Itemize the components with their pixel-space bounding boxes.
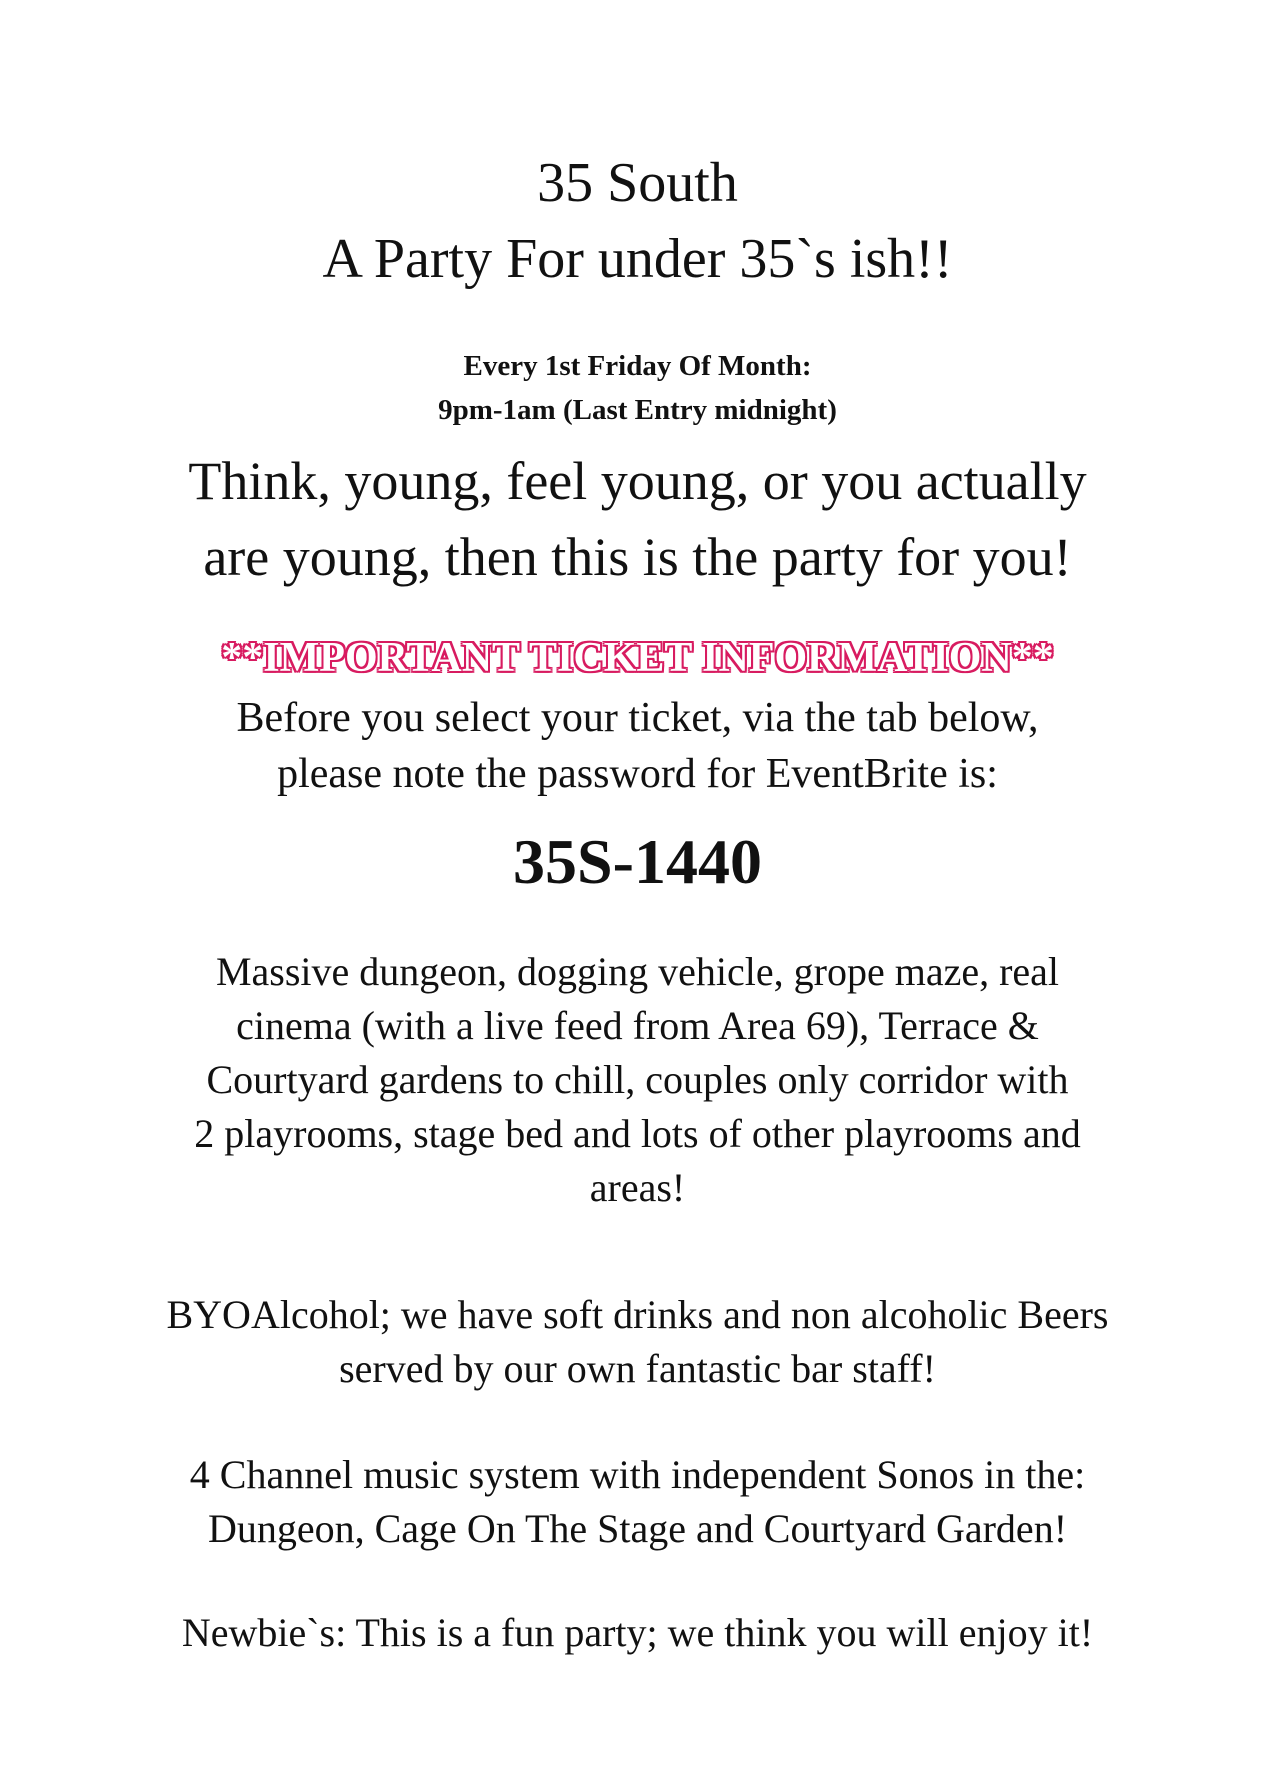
- ticket-info-note: [0, 690, 1275, 802]
- schedule-frequency: Every 1st Friday Of Month:: [463, 350, 812, 382]
- ticket-info-heading-text: **IMPORTANT TICKET INFORMATION**: [221, 635, 1054, 681]
- drinks-line-1: BYOAlcohol; we have soft drinks and non alcoholic Beers: [166, 1292, 1109, 1337]
- eventbrite-password: [0, 822, 1275, 902]
- music-info: [0, 1448, 1275, 1556]
- venue-features: [0, 945, 1275, 1215]
- music-line-2: Dungeon, Cage On The Stage and Courtyard Garden!: [207, 1506, 1068, 1551]
- ticket-info-heading: [0, 630, 1275, 686]
- event-title: [0, 145, 1275, 297]
- event-tagline: [0, 443, 1275, 595]
- password-value: 35S-1440: [513, 826, 762, 897]
- tagline-line-1: Think, young, feel young, or you actually: [188, 451, 1087, 511]
- newbies-line-1: Newbie`s: This is a fun party; we think you will enjoy it!: [181, 1610, 1094, 1655]
- features-line-5: areas!: [589, 1165, 686, 1210]
- event-subtitle: A Party For under 35`s ish!!: [322, 228, 953, 290]
- features-line-2: cinema (with a live feed from Area 69), Terrace &: [236, 1003, 1039, 1048]
- schedule-hours: 9pm-1am (Last Entry midnight): [438, 394, 837, 426]
- newbies-note: [0, 1606, 1275, 1660]
- ticket-note-line-2: please note the password for EventBrite is:: [277, 751, 998, 797]
- features-line-4: 2 playrooms, stage bed and lots of other playrooms and: [194, 1111, 1081, 1156]
- ticket-note-line-1: Before you select your ticket, via the tab below,: [236, 695, 1039, 741]
- drinks-line-2: served by our own fantastic bar staff!: [339, 1346, 936, 1391]
- drinks-info: [0, 1288, 1275, 1396]
- features-line-1: Massive dungeon, dogging vehicle, grope maze, real: [215, 949, 1060, 994]
- event-schedule: [0, 344, 1275, 432]
- music-line-1: 4 Channel music system with independent Sonos in the:: [189, 1452, 1086, 1497]
- tagline-line-2: are young, then this is the party for you!: [203, 527, 1072, 587]
- features-line-3: Courtyard gardens to chill, couples only corridor with: [206, 1057, 1069, 1102]
- event-name: 35 South: [537, 152, 738, 214]
